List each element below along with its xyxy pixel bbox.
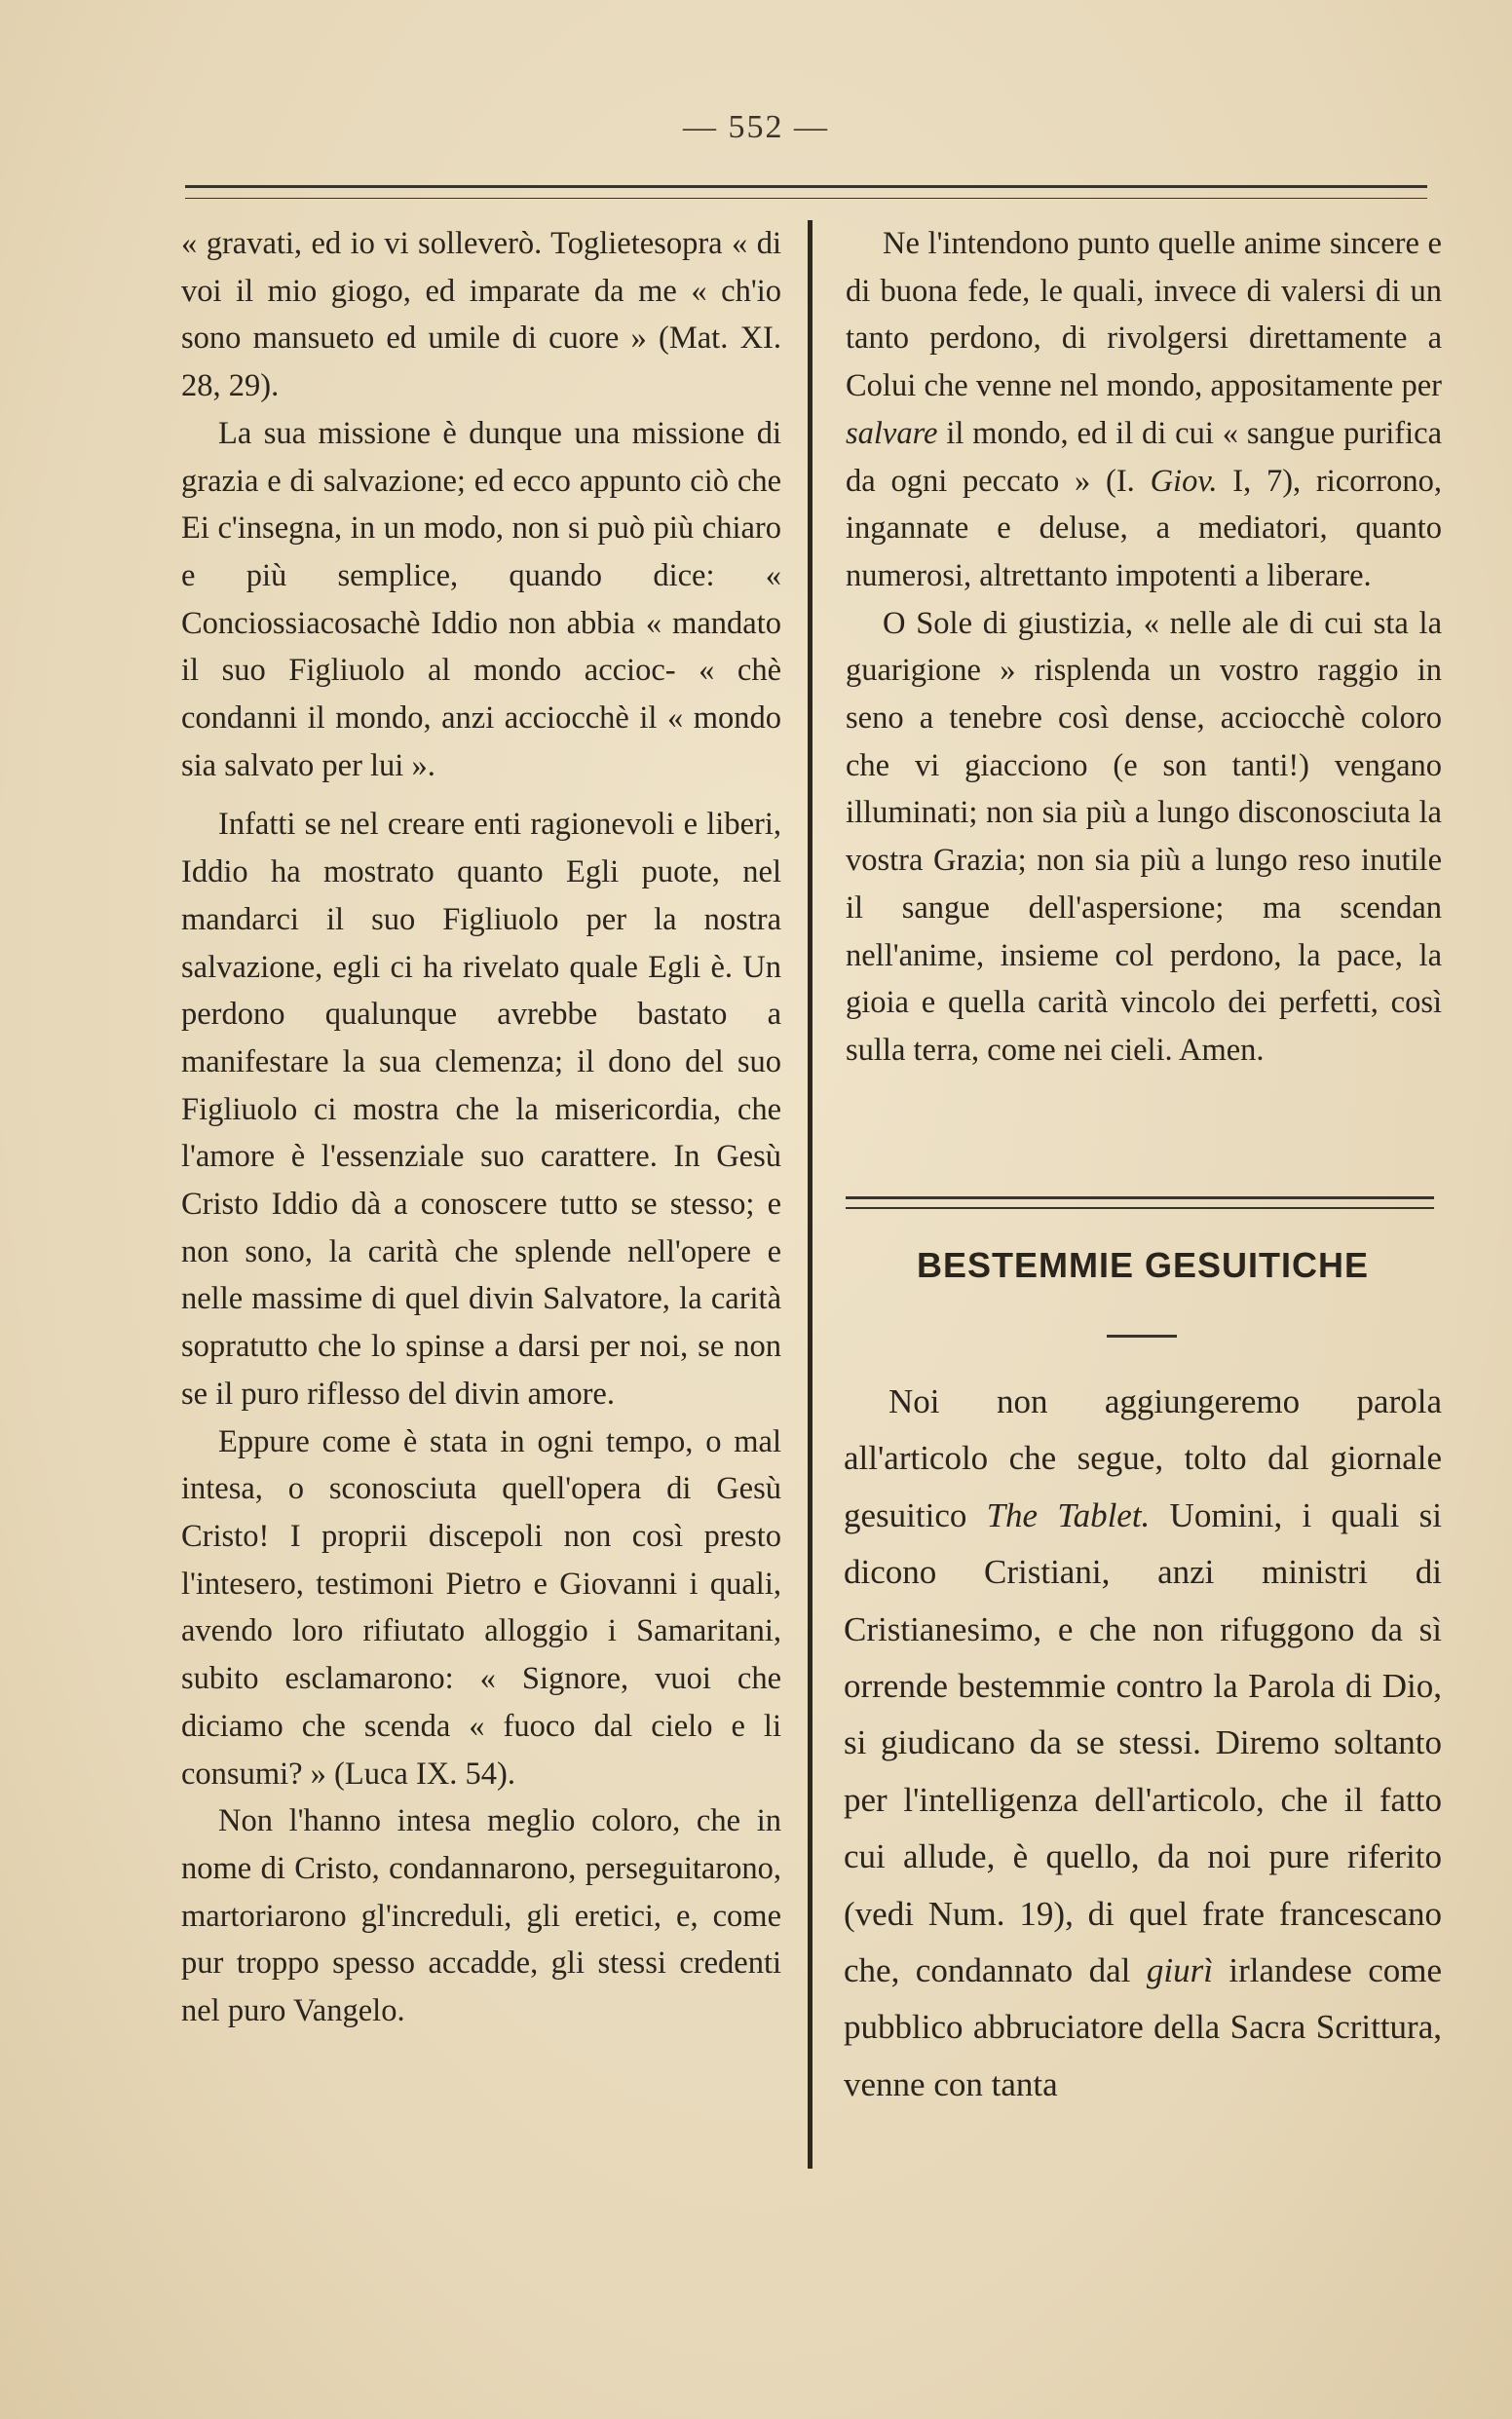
left-paragraph-3: Infatti se nel creare enti ragionevoli e liberi, Iddio ha mostrato quanto Egli puote, nel mandarci il suo Figliuolo per la nostra salvazione, egli ci ha rivelato quale Egli è. Un perdono qualunque avrebbe bastato a manifestare la sua clemenza; il dono del suo Figliuolo ci mostra che la misericordia, che l'amore è l'essenziale suo carattere. In Gesù Cristo Iddio dà a conoscere tutto se stesso; e non sono, la carità che splende nell'opere e nelle massime di quel divin Salvatore, la carità sopratutto che lo spinse a darsi per noi, se non se il puro riflesso del divin amore. (181, 807, 781, 1412)
right-p1-text-b: il mondo, ed il di cui « sangue purifica da ogni peccato » (I. (846, 415, 1442, 499)
right-column-top (846, 220, 1442, 1075)
title-underline (1107, 1335, 1177, 1338)
left-paragraph-5: Non l'hanno intesa meglio coloro, che in nome di Cristo, condannarono, perseguitarono, martoriarono gl'increduli, gli eretici, e, come pur troppo spesso accadde, gli stessi credenti nel puro Vangelo. (181, 1803, 781, 2029)
right-p1-text-c: I, 7), ricorrono, ingannate e deluse, a mediatori, quanto numerosi, altrettanto impotenti a liberare. (846, 463, 1442, 593)
header-rule (185, 185, 1427, 199)
left-paragraph-1: « gravati, ed io vi solleverò. Toglietesopra « di voi il mio giogo, ed imparate da me « ch'io sono mansueto ed umile di cuore » (Mat. XI. 28, 29). (181, 226, 781, 404)
right-paragraph-2: O Sole di giustizia, « nelle ale di cui sta la guarigione » risplenda un vostro raggio in seno a tenebre così dense, acciocchè coloro che vi giacciono (e son tanti!) vengano illuminati; non sia più a lungo disconosciuta la vostra Grazia; non sia più a lungo reso inutile il sangue dell'aspersione; ma scendan nell'anime, insieme col perdono, la pace, la gioia e quella carità vincolo dei perfetti, così sulla terra, come nei cieli. Amen. (846, 605, 1442, 1068)
column-divider (808, 220, 813, 2169)
left-paragraph-2: La sua missione è dunque una missione di grazia e di salvazione; ed ecco appunto ciò che Ei c'insegna, in un modo, non si può più chiaro e più semplice, quando dice: « Conciossiacosachè Iddio non abbia « mandato il suo Figliuolo al mondo accioc- « chè condanni il mondo, anzi acciocchè il « mondo sia salvato per lui ». (181, 415, 781, 783)
section-title: BESTEMMIE GESUITICHE (916, 1245, 1370, 1285)
right-paragraph-1 (846, 220, 1442, 600)
section-paragraph (844, 1374, 1442, 2113)
section-text-b: Uomini, i quali si dicono Cristiani, anzi ministri di Cristianesimo, e che non rifuggono da sì orrende bestemmie contro la Parola di Dio, si giudicano da se stessi. Diremo soltanto per l'intelligenza dell'articolo, che il fatto cui allude, è quello, da noi pure riferito (vedi Num. 19), di quel frate francescano che, condannato dal (844, 1495, 1442, 1990)
page-number: — 552 — (683, 109, 829, 145)
right-p1-italic-salvare: salvare (846, 415, 938, 451)
section-italic-giuri: giurì (1146, 1951, 1213, 1990)
section-body (844, 1374, 1442, 2113)
section-italic-the-tablet: The Tablet. (986, 1495, 1151, 1534)
left-paragraph-4: Eppure come è stata in ogni tempo, o mal intesa, o sconosciuta quell'opera di Gesù Cristo! I proprii discepoli non così presto l'intesero, testimoni Pietro e Giovanni i quali, avendo loro rifiutato alloggio i Samaritani, subito esclamarono: « Signore, vuoi che diciamo che scenda « fuoco dal cielo e li consumi? » (Luca IX. 54). (181, 1423, 781, 1792)
section-text-c: irlandese come pubblico abbruciatore della Sacra Scrittura, venne con tanta (844, 1951, 1442, 2103)
right-p1-text-a: Ne l'intendono punto quelle anime sincere e di buona fede, le quali, invece di valersi di un tanto perdono, di rivolgersi direttamente a Colui che venne nel mondo, appositamente per (846, 226, 1442, 404)
left-column (181, 220, 781, 2035)
section-text-a: Noi non aggiungeremo parola all'articolo che segue, tolto dal giornale gesuitico (844, 1382, 1442, 1534)
section-rule (846, 1196, 1434, 1209)
right-p1-italic-giov: Giov. (1150, 463, 1218, 499)
